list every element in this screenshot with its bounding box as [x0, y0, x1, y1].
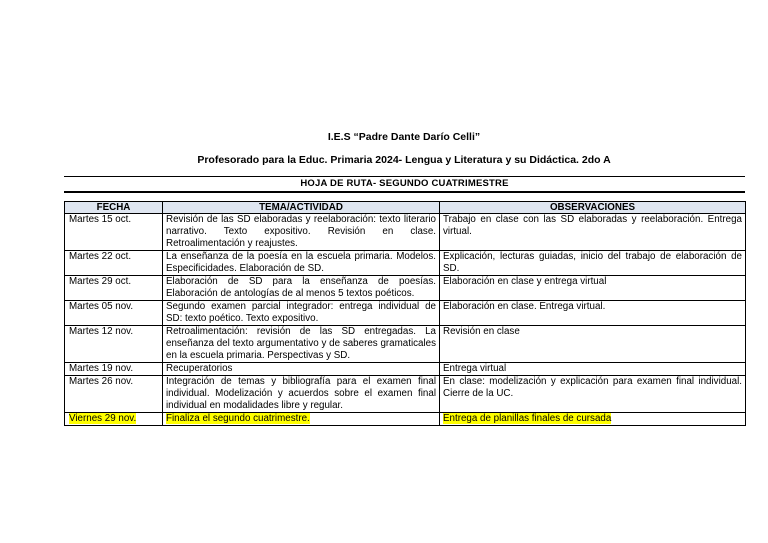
row-date: Martes 26 nov.	[65, 376, 163, 413]
table-row	[65, 214, 746, 251]
table-row	[65, 326, 746, 363]
table-row	[65, 251, 746, 276]
table-row	[65, 376, 746, 413]
table-row	[65, 276, 746, 301]
program-title: Profesorado para la Educ. Primaria 2024- Lengua y Literatura y su Didáctica. 2do A	[197, 154, 611, 166]
row-notes: Trabajo en clase con las SD elaboradas y reelaboración. Entrega virtual.	[440, 214, 746, 251]
institution-title: I.E.S “Padre Dante Darío Celli”	[327, 131, 481, 143]
row-date: Martes 05 nov.	[65, 301, 163, 326]
row-topic	[163, 413, 440, 426]
row-date: Martes 12 nov.	[65, 326, 163, 363]
row-date	[65, 413, 163, 426]
row-date: Martes 22 oct.	[65, 251, 163, 276]
schedule-table	[64, 201, 746, 426]
row-notes: En clase: modelización y explicación para examen final individual. Cierre de la UC.	[440, 376, 746, 413]
column-header-topic: TEMA/ACTIVIDAD	[163, 202, 440, 214]
table-header-row	[65, 202, 746, 214]
row-topic: Recuperatorios	[163, 363, 440, 376]
row-topic: Elaboración de SD para la enseñanza de poesías. Elaboración de antologías de al menos 5 textos poéticos.	[163, 276, 440, 301]
row-topic: La enseñanza de la poesía en la escuela primaria. Modelos. Especificidades. Elaboración de SD.	[163, 251, 440, 276]
row-topic: Retroalimentación: revisión de las SD entregadas. La enseñanza del texto argumentativo y de saberes gramaticales en la escuela primaria. Perspectivas y SD.	[163, 326, 440, 363]
row-date: Martes 15 oct.	[65, 214, 163, 251]
highlighted-text: Entrega de planillas finales de cursada	[443, 413, 612, 424]
row-date: Martes 19 nov.	[65, 363, 163, 376]
row-notes: Entrega virtual	[440, 363, 746, 376]
row-topic: Revisión de las SD elaboradas y reelaboración: texto literario narrativo. Texto expositivo. Revisión en clase. Retroalimentación y reajustes.	[163, 214, 440, 251]
row-date: Martes 29 oct.	[65, 276, 163, 301]
row-notes: Revisión en clase	[440, 326, 746, 363]
row-notes: Explicación, lecturas guiadas, inicio del trabajo de elaboración de SD.	[440, 251, 746, 276]
column-header-date: FECHA	[65, 202, 163, 214]
highlighted-text: Viernes 29 nov.	[69, 413, 137, 424]
row-topic: Segundo examen parcial integrador: entrega individual de SD: texto poético. Texto expositivo.	[163, 301, 440, 326]
column-header-notes: OBSERVACIONES	[440, 202, 746, 214]
schedule-banner: HOJA DE RUTA- SEGUNDO CUATRIMESTRE	[64, 176, 745, 193]
table-row	[65, 363, 746, 376]
row-topic: Integración de temas y bibliografía para el examen final individual. Modelización y acuerdos sobre el examen final individual en modalidades libre y regular.	[163, 376, 440, 413]
highlighted-text: Finaliza el segundo cuatrimestre.	[166, 413, 310, 424]
row-notes: Elaboración en clase. Entrega virtual.	[440, 301, 746, 326]
row-notes	[440, 413, 746, 426]
table-row-final	[65, 413, 746, 426]
table-row	[65, 301, 746, 326]
row-notes: Elaboración en clase y entrega virtual	[440, 276, 746, 301]
